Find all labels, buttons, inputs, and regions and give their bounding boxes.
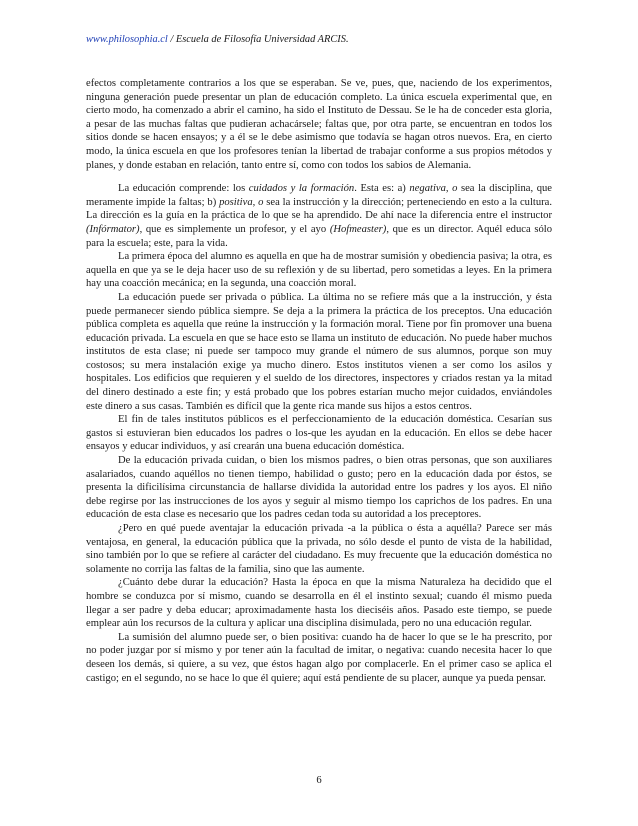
paragraph bbox=[86, 576, 552, 630]
text-run: El fin de tales institutos públicos es el perfeccionamiento de la educación doméstica. Cesarían sus gastos si estuvieran bien educados los padres o los-que les ayudan en la educación. En ellos se debe hacer ensayos y educar individuos, y así crearán una buena educación doméstica. bbox=[86, 414, 552, 453]
text-run: ¿Cuánto debe durar la educación? Hasta la época en que la misma Naturaleza ha decidido que el hombre se conduzca por sí mismo, cuando se desarrolla en él el instinto sexual; cuando él mismo pueda llegar a ser padre y deba educar; aproximadamente hasta los dieciséis años. Pasado este tiempo, se puede emplear aún los recursos de la cultura y aplicar una disciplina disimulada, pero no una educación regular. bbox=[86, 577, 552, 630]
italic-text: (Hofmeaster) bbox=[329, 223, 387, 235]
paragraph bbox=[86, 250, 552, 291]
text-run: efectos completamente contrarios a los que se esperaban. Se ve, pues, que, naciendo de los experimentos, ninguna generación puede presentar un plan de educación completo. La única escuela experimental que, en cierto modo, ha comenzado a abrir el camino, ha sido el Instituto de Dessau. Se le ha de conceder esta gloria, a pesar de las muchas faltas que pudieran achacársele; faltas que, por otra parte, se encuentran en todos los sitios donde se hacen ensayos; y a él se le debe asimismo que todavía se hagan otros nuevos. Era, en cierto modo, la única escuela en que los profesores tenían la libertad de trabajar conforme a sus propios métodos y planes, y donde estaban en relación, tanto entre sí, como con todos los sabios de Alemania. bbox=[86, 78, 552, 171]
italic-text: cuidados y la formación bbox=[248, 183, 355, 195]
italic-text: positiva, o bbox=[219, 196, 264, 208]
header-site-link[interactable]: www.philosophia.cl bbox=[86, 34, 168, 45]
paragraph bbox=[86, 182, 552, 250]
header-school: Escuela de Filosofía Universidad ARCIS. bbox=[175, 34, 349, 45]
italic-text: negativa, o bbox=[409, 183, 458, 195]
text-run: La sumisión del alumno puede ser, o bien positiva: cuando ha de hacer lo que se le ha prescrito, por no poder juzgar por sí mismo y por tener aún la facultad de imitar, o negativa: cuando necesita hacer lo que deseen los demás, si quiere, a su vez, que éstos hagan algo por complacerle. En el primer caso se aplica el castigo; en el segundo, no se hace lo que él quiere; aquí está pendiente de su placer, aunque ya pueda pensar. bbox=[86, 631, 552, 684]
text-run: La educación comprende: los bbox=[118, 183, 249, 195]
text-run: . Esta es: a) bbox=[354, 183, 410, 195]
text-run: ¿Pero en qué puede aventajar la educación privada -a la pública o ésta a aquélla? Parece ser más ventajosa, en general, la educación pública que la privada, no sólo desde el punto de vista de la habilidad, sino también por lo que se refiere al carácter del ciudadano. Es muy frecuente que la educación doméstica no solamente no corrija las faltas de la familia, sino que las aumente. bbox=[86, 523, 552, 575]
paragraph bbox=[86, 413, 552, 454]
text-run: , que es simplemente un profesor, y el ayo bbox=[139, 223, 330, 235]
italic-text: (Infórmator) bbox=[86, 223, 140, 235]
paragraph bbox=[86, 522, 552, 576]
header-separator: / bbox=[167, 34, 176, 45]
paragraph bbox=[86, 454, 552, 522]
page-header bbox=[86, 34, 349, 45]
paragraph bbox=[86, 291, 552, 413]
text-run: De la educación privada cuidan, o bien los mismos padres, o bien otras personas, que son auxiliares asalariados, cuando aquéllos no tienen tiempo, habilidad o gusto; pero en la educación dada por éstos, se presenta la dificilísima circunstancia de hallarse dividida la autoridad entre los padres y los ayos. El niño debe regirse por las instrucciones de los ayos y seguir al mismo tiempo los caprichos de los padres. En una educación de esta clase es necesario que los padres cedan toda su autoridad a los preceptores. bbox=[86, 455, 552, 521]
paragraph bbox=[86, 77, 552, 172]
text-run: La educación puede ser privada o pública. La última no se refiere más que a la instrucción, y ésta puede permanecer siendo pública siempre. Se deja a la primera la práctica de los preceptos. Una educación pública completa es aquella que reúne la instrucción y la formación moral. Tiene por fin promover una buena educación privada. La escuela en que se hace esto se llama un instituto de educación. No puede haber muchos institutos de esta clase; ni puede ser tampoco muy grande el número de sus alumnos, porque son muy costosos; su mera instalación exige ya mucho dinero. Estos institutos vienen a ser como los asilos y hospitales. Los edificios que requieren y el sueldo de los directores, inspectores y criados restan ya la mitad del dinero destinado a este fin; y está probado que los pobres estarían mucho mejor cuidados, enviándoles este dinero a sus casas. También es difícil que la gente rica mande sus hijos a estos centros. bbox=[86, 291, 552, 412]
text-run: , que es un director. Aquél educa sólo para la escuela; este, para la vida. bbox=[86, 223, 552, 249]
page-number: 6 bbox=[316, 775, 322, 786]
text-run: La primera época del alumno es aquella en que ha de mostrar sumisión y obediencia pasiva; la otra, es aquella en que ya se le deja hacer uso de su reflexión y de su libertad, pero sometidas a leyes. En la primera hay una coacción mecánica; en la segunda, una coacción moral. bbox=[86, 251, 552, 290]
text-run: sea la disciplina, que meramente impide la faltas; b) bbox=[86, 183, 552, 208]
paragraph bbox=[86, 631, 552, 685]
body-text bbox=[86, 77, 552, 685]
text-run: sea la instrucción y la dirección; perteneciendo en esto a la cultura. La dirección es la guía en la práctica de lo que se ha aprendido. De ahí nace la diferencia entre el instructor bbox=[86, 196, 553, 222]
